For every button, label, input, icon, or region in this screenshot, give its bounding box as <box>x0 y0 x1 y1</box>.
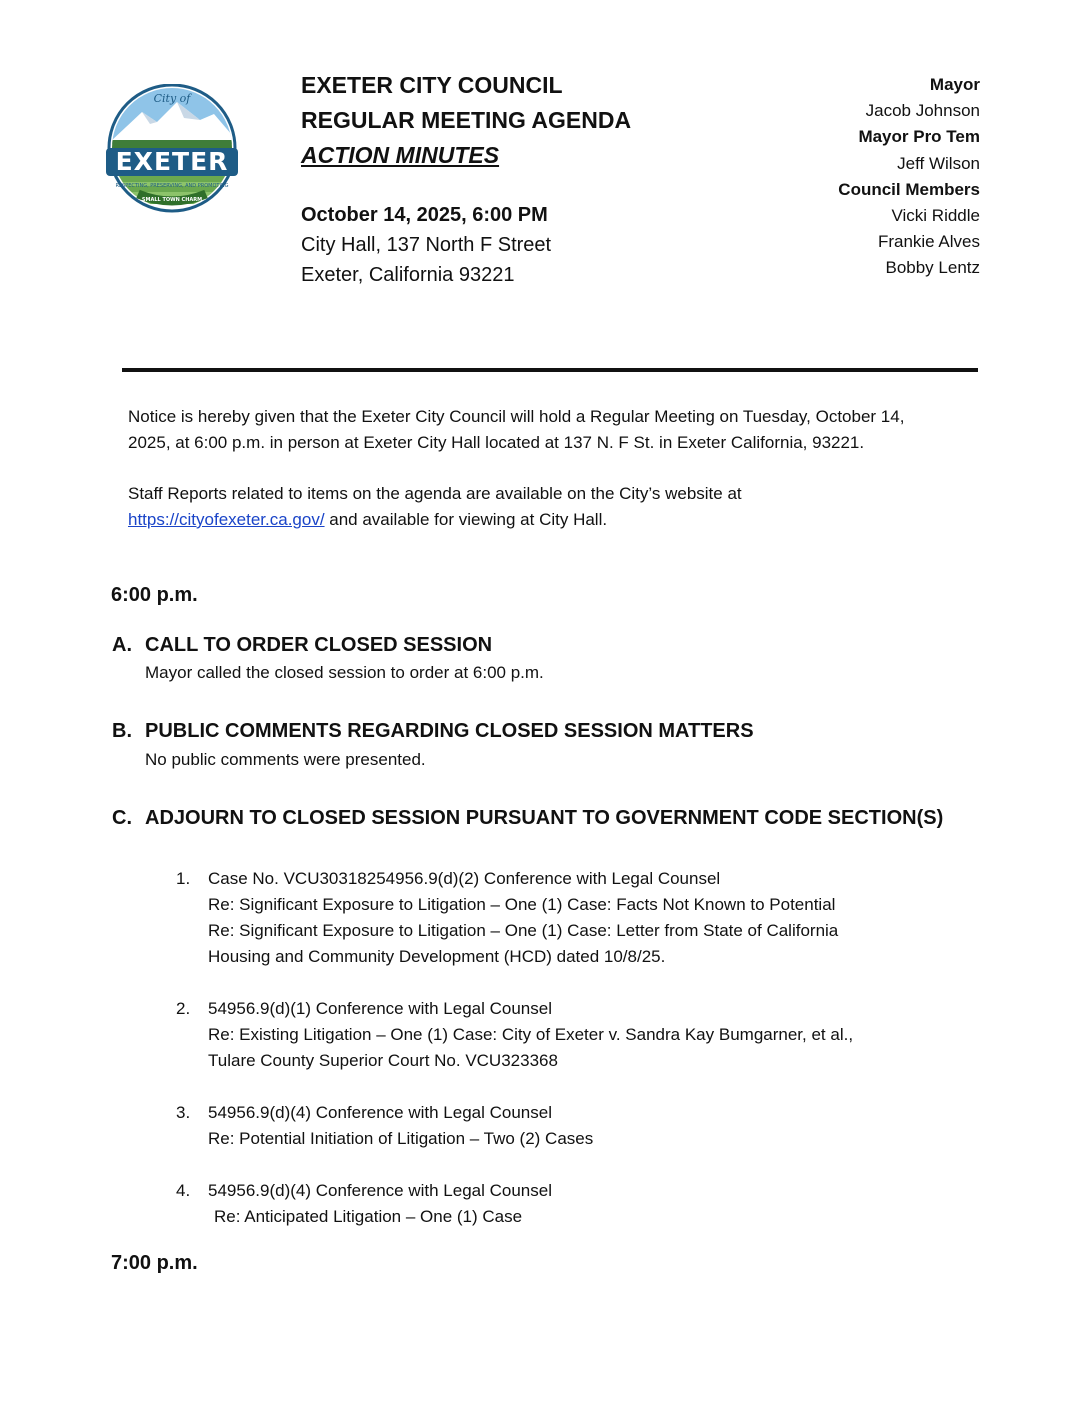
item-line: Re: Significant Exposure to Litigation – One (1) Case: Facts Not Known to Potential <box>208 895 836 914</box>
section-letter: C. <box>112 807 132 829</box>
section-title: ADJOURN TO CLOSED SESSION PURSUANT TO GOVERNMENT CODE SECTION(S) <box>145 807 944 829</box>
section-title: CALL TO ORDER CLOSED SESSION <box>145 634 493 656</box>
mayor-heading: Mayor <box>929 75 980 94</box>
item-line: Re: Potential Initiation of Litigation – Two (2) Cases <box>208 1129 594 1148</box>
item-number: 2. <box>176 999 191 1018</box>
members-heading: Council Members <box>838 179 980 199</box>
city-logo <box>102 84 242 216</box>
title-line-council: EXETER CITY COUNCIL <box>301 72 563 98</box>
council-member: Frankie Alves <box>877 232 980 252</box>
item-line: 54956.9(d)(4) Conference with Legal Counsel <box>208 1103 552 1122</box>
time-heading-7pm: 7:00 p.m. <box>111 1252 198 1274</box>
time-heading-6pm: 6:00 p.m. <box>111 584 198 606</box>
city-website-link[interactable]: https://cityofexeter.ca.gov/ <box>128 510 325 529</box>
mayor-name: Jacob Johnson <box>865 101 980 121</box>
closed-session-items <box>176 866 976 1256</box>
section-a-heading <box>112 634 492 657</box>
city-seal-icon <box>102 84 242 216</box>
header-divider <box>122 368 978 372</box>
list-item <box>176 1100 976 1152</box>
pro-tem-heading: Mayor Pro Tem <box>858 127 980 147</box>
title-line-action-minutes: ACTION MINUTES <box>301 142 500 168</box>
item-line: Housing and Community Development (HCD) dated 10/8/25. <box>208 947 666 966</box>
section-c-heading <box>112 807 943 830</box>
pro-tem-name: Jeff Wilson <box>897 153 980 173</box>
list-item <box>176 996 976 1074</box>
meeting-address-line1: City Hall, 137 North F Street <box>301 234 552 256</box>
document-title <box>301 68 631 173</box>
list-item <box>176 866 976 970</box>
item-line: Re: Significant Exposure to Litigation – One (1) Case: Letter from State of California <box>208 921 839 940</box>
item-line: Tulare County Superior Court No. VCU323368 <box>208 1051 558 1070</box>
section-letter: A. <box>112 634 132 656</box>
section-b-body: No public comments were presented. <box>145 750 426 769</box>
list-item <box>176 1178 976 1230</box>
section-letter: B. <box>112 720 132 742</box>
meeting-info <box>301 200 551 290</box>
item-line: 54956.9(d)(4) Conference with Legal Counsel <box>208 1181 552 1200</box>
meeting-date: October 14, 2025, 6:00 PM <box>301 204 548 226</box>
council-member: Bobby Lentz <box>885 258 980 278</box>
logo-banner: SMALL TOWN CHARM <box>141 197 203 203</box>
council-roster <box>838 72 980 282</box>
section-b-heading <box>112 720 754 743</box>
logo-arc-text: City of <box>153 92 191 105</box>
item-line: 54956.9(d)(1) Conference with Legal Counsel <box>208 999 552 1018</box>
meeting-address-line2: Exeter, California 93221 <box>301 264 515 286</box>
item-number: 4. <box>176 1181 191 1200</box>
section-a-body: Mayor called the closed session to order at 6:00 p.m. <box>145 663 544 682</box>
item-number: 1. <box>176 869 191 888</box>
item-line: Case No. VCU30318254956.9(d)(2) Conference with Legal Counsel <box>208 869 721 888</box>
staff-reports-paragraph <box>128 481 948 533</box>
notice-paragraph: Notice is hereby given that the Exeter City Council will hold a Regular Meeting on Tuesday, October 14, 2025, at 6:00 p.m. in person at Exeter City Hall located at 137 N. F St. in Exeter California, 93221. <box>128 407 905 452</box>
council-member: Vicki Riddle <box>891 206 980 226</box>
section-title: PUBLIC COMMENTS REGARDING CLOSED SESSION MATTERS <box>145 720 754 742</box>
item-line: Re: Existing Litigation – One (1) Case: City of Exeter v. Sandra Kay Bumgarner, et al., <box>208 1025 854 1044</box>
staff-reports-suffix: and available for viewing at City Hall. <box>324 510 608 529</box>
logo-tagline: RESPECTING, PRESERVING, AND PROMOTING <box>115 183 229 189</box>
item-number: 3. <box>176 1103 191 1122</box>
notice-block <box>128 404 948 533</box>
logo-wordmark: EXETER <box>115 147 229 176</box>
staff-reports-text: Staff Reports related to items on the agenda are available on the City’s website at <box>128 484 742 503</box>
title-line-agenda: REGULAR MEETING AGENDA <box>301 107 632 133</box>
item-line: Re: Anticipated Litigation – One (1) Case <box>214 1207 523 1226</box>
